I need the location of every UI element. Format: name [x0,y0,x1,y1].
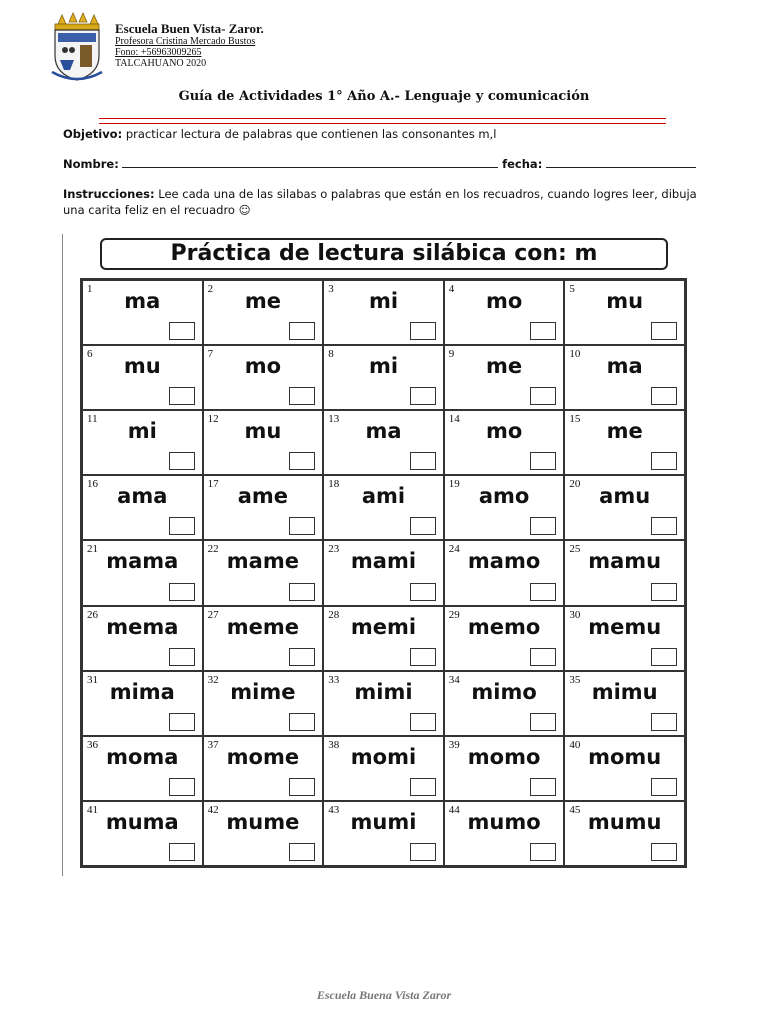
smiley-checkbox[interactable] [289,387,315,405]
smiley-checkbox[interactable] [410,452,436,470]
syllable-cell [82,540,203,605]
syllable-cell [444,606,565,671]
smiley-checkbox[interactable] [410,843,436,861]
smiley-checkbox[interactable] [651,387,677,405]
syllable-word: mame [226,549,299,574]
cell-number: 4 [448,283,455,295]
syllable-word: momi [350,744,417,769]
cell-number: 42 [207,803,219,816]
syllable-word: ma [606,354,643,379]
cell-number: 28 [328,608,340,621]
syllable-word: memi [350,614,417,639]
smiley-checkbox[interactable] [410,713,436,731]
syllable-cell [444,540,565,605]
syllable-cell [564,475,685,540]
syllable-cell [323,280,444,345]
syllable-word: mu [123,354,161,379]
syllable-word: momu [588,744,662,769]
syllable-cell [323,345,444,410]
syllable-cell [444,801,565,866]
smiley-checkbox[interactable] [169,583,195,601]
syllable-word: mumo [467,809,541,834]
syllable-cell [444,410,565,475]
smiley-checkbox[interactable] [651,843,677,861]
cell-number: 27 [207,608,219,621]
date-label: fecha: [502,157,543,171]
cell-number: 24 [448,543,460,556]
syllable-cell [203,736,324,801]
smiley-checkbox[interactable] [530,583,556,601]
syllable-word: mumi [350,809,417,834]
cell-number: 10 [569,348,581,361]
syllable-cell [323,736,444,801]
syllable-cell [203,280,324,345]
syllable-cell [564,606,685,671]
smiley-checkbox[interactable] [530,387,556,405]
syllable-word: muma [105,809,179,834]
smiley-checkbox[interactable] [530,843,556,861]
school-name: Escuela Buen Vista- Zaror. [115,21,264,36]
syllable-word: momo [467,744,541,769]
syllable-word: mi [368,354,399,379]
cell-number: 39 [448,738,460,751]
syllable-word: mu [244,419,282,444]
cell-number: 37 [207,738,219,751]
smiley-checkbox[interactable] [530,452,556,470]
worksheet-title: Práctica de lectura silábica con: m [100,238,668,270]
smiley-checkbox[interactable] [289,778,315,796]
syllable-cell [82,606,203,671]
cell-number: 41 [87,803,98,816]
syllable-word: meme [226,614,300,639]
syllable-cell [82,736,203,801]
smiley-checkbox[interactable] [530,713,556,731]
syllable-word: mo [244,354,282,379]
smiley-checkbox[interactable] [410,322,436,340]
smiley-checkbox[interactable] [169,843,195,861]
syllable-word: ma [365,419,402,444]
smiley-checkbox[interactable] [289,648,315,666]
syllable-word: mime [230,679,296,704]
cell-number: 18 [328,478,340,491]
cell-number: 38 [328,738,340,751]
syllable-cell [203,606,324,671]
smiley-checkbox[interactable] [651,648,677,666]
cell-number: 11 [87,413,98,426]
syllable-cell [564,736,685,801]
smiley-checkbox[interactable] [530,648,556,666]
syllable-cell [82,475,203,540]
city-year: TALCAHUANO 2020 [115,58,207,69]
smiley-checkbox[interactable] [169,778,195,796]
cell-number: 31 [87,673,98,686]
syllable-cell [82,801,203,866]
syllable-cell [203,475,324,540]
cell-number: 21 [87,543,98,556]
footer-text: Escuela Buena Vista Zaror [316,988,452,1002]
syllable-cell [444,345,565,410]
syllable-word: mi [368,289,399,313]
syllable-word: me [486,354,523,379]
cell-number: 32 [207,673,219,686]
smiley-checkbox[interactable] [410,517,436,535]
syllable-word: moma [106,744,179,769]
syllable-word: mome [226,744,300,769]
smiley-checkbox[interactable] [530,322,556,340]
syllable-word: mimi [354,679,413,704]
cell-number: 33 [328,673,340,686]
syllable-cell [323,606,444,671]
smiley-checkbox[interactable] [651,778,677,796]
cell-number: 8 [328,348,334,361]
cell-number: 19 [448,478,460,491]
syllable-word: mema [106,614,179,639]
syllable-cell [323,671,444,736]
smiley-checkbox[interactable] [289,322,315,340]
syllable-cell [82,671,203,736]
syllable-word: ma [124,289,161,313]
smiley-checkbox[interactable] [410,387,436,405]
cell-number: 22 [207,543,219,556]
document-title: Guía de Actividades 1° Año A.- Lenguaje y comunicación [178,89,590,104]
cell-number: 17 [207,478,219,491]
syllable-cell [82,345,203,410]
syllable-word: mo [485,419,523,444]
syllable-word: mumu [587,809,662,834]
syllable-cell [82,280,203,345]
syllable-word: ama [117,484,168,509]
cell-number: 25 [569,543,581,556]
cell-number: 36 [87,738,98,751]
objective-label: Objetivo: [63,127,123,141]
school-info [115,22,264,69]
cell-number: 43 [328,803,340,816]
cell-number: 14 [448,413,460,426]
syllable-cell [82,410,203,475]
syllable-cell [564,801,685,866]
syllable-word: memo [467,614,541,639]
letterhead [48,12,728,88]
smiley-checkbox[interactable] [410,778,436,796]
smiley-checkbox[interactable] [169,452,195,470]
name-label: Nombre: [63,157,119,171]
syllable-cell [203,671,324,736]
syllable-word: mume [226,809,300,834]
syllable-cell [564,671,685,736]
objective-line [63,126,713,142]
smiley-checkbox[interactable] [169,387,195,405]
syllable-word: mamu [588,549,662,574]
syllable-word: me [244,289,281,313]
cell-number: 30 [569,608,581,621]
instructions-label: Instrucciones: [63,187,155,201]
teacher-name: Profesora Cristina Mercado Bustos [115,36,256,47]
smiley-checkbox[interactable] [651,713,677,731]
title-divider [99,118,666,124]
syllable-cell [203,540,324,605]
cell-number: 5 [569,283,575,295]
cell-number: 40 [569,738,581,751]
syllable-cell [564,280,685,345]
smiley-checkbox[interactable] [289,583,315,601]
cell-number: 7 [207,348,214,361]
syllable-word: memu [588,614,662,639]
syllable-word: ami [361,484,406,509]
syllable-word: mima [109,679,175,704]
syllable-word: amo [478,484,530,509]
syllable-cell [444,280,565,345]
smiley-checkbox[interactable] [169,517,195,535]
syllable-word: me [606,419,643,444]
instructions-line [63,186,703,218]
cell-number: 29 [448,608,460,621]
syllable-word: mama [106,549,179,574]
smiley-checkbox[interactable] [169,322,195,340]
cell-number: 2 [207,283,214,295]
name-blank[interactable] [122,157,498,168]
cell-number: 15 [569,413,581,426]
syllable-cell [323,475,444,540]
syllable-word: mami [350,549,417,574]
cell-number: 3 [328,283,334,295]
syllable-word: amu [599,484,651,509]
smiley-checkbox[interactable] [169,713,195,731]
syllable-word: mimo [471,679,537,704]
objective-text: practicar lectura de palabras que contienen las consonantes m,l [125,127,497,141]
cell-number: 44 [448,803,460,816]
syllable-grid [80,278,687,868]
cell-number: 20 [569,478,581,491]
smiley-checkbox[interactable] [289,517,315,535]
cell-number: 1 [87,283,93,295]
school-crest-icon [48,12,106,84]
syllable-cell [203,410,324,475]
smiley-checkbox[interactable] [651,517,677,535]
syllable-word: ame [237,484,289,509]
smiley-checkbox[interactable] [530,778,556,796]
syllable-word: mu [606,289,644,313]
smiley-checkbox[interactable] [169,648,195,666]
smiley-checkbox[interactable] [289,843,315,861]
cell-number: 23 [328,543,340,556]
syllable-cell [203,345,324,410]
cell-number: 16 [87,478,98,491]
syllable-cell [444,736,565,801]
syllable-word: mi [127,419,157,444]
smiley-checkbox[interactable] [651,583,677,601]
syllable-word: mamo [467,549,541,574]
smiley-checkbox[interactable] [651,452,677,470]
syllable-cell [564,410,685,475]
cell-number: 35 [569,673,581,686]
cell-number: 26 [87,608,98,621]
syllable-cell [444,671,565,736]
syllable-cell [564,345,685,410]
smiley-checkbox[interactable] [289,452,315,470]
name-line [63,156,713,172]
syllable-word: mimu [591,679,658,704]
syllable-cell [323,410,444,475]
phone: Fono: +56963009265 [115,47,202,58]
cell-number: 13 [328,413,340,426]
smiley-checkbox[interactable] [651,322,677,340]
cell-number: 34 [448,673,460,686]
smiley-checkbox[interactable] [410,583,436,601]
syllable-cell [203,801,324,866]
instructions-text: Lee cada una de las silabas o palabras que están en los recuadros, cuando logres leer, dibuja una carita feliz en el recuadro ☺ [63,187,697,217]
smiley-checkbox[interactable] [289,713,315,731]
syllable-word: mo [485,289,523,313]
syllable-cell [323,540,444,605]
worksheet-edge [62,234,63,876]
syllable-cell [323,801,444,866]
smiley-checkbox[interactable] [530,517,556,535]
cell-number: 12 [207,413,219,426]
syllable-cell [444,475,565,540]
cell-number: 9 [448,348,455,361]
smiley-checkbox[interactable] [410,648,436,666]
cell-number: 6 [87,348,93,361]
syllable-cell [564,540,685,605]
cell-number: 45 [569,803,581,816]
date-blank[interactable] [546,157,696,168]
